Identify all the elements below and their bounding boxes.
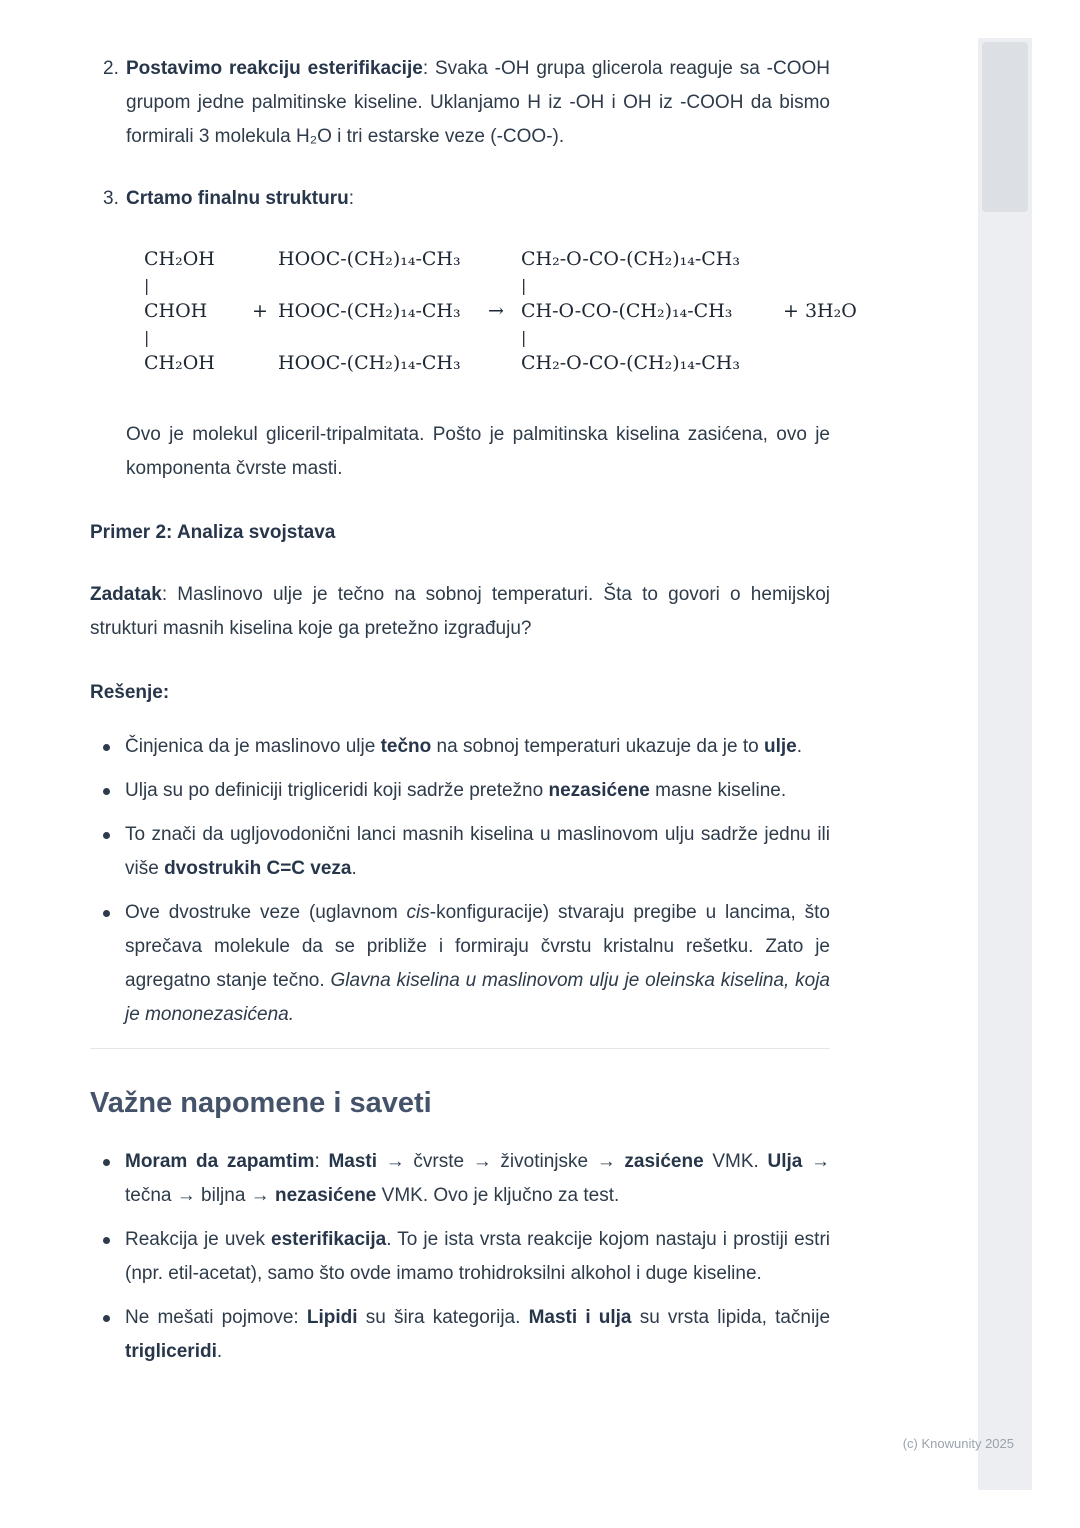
glycerol-middle: CHOH xyxy=(144,300,208,322)
step-number: 2. xyxy=(103,58,119,79)
step-title: Crtamo finalnu strukturu xyxy=(126,188,349,209)
glycerol-bottom: CH₂OH xyxy=(144,352,215,374)
notes-bullet-list xyxy=(90,1145,830,1369)
task-paragraph: Zadatak: Maslinovo ulje je tečno na sobnoj temperaturi. Šta to govori o hemijskoj strukturi masnih kiselina koje ga pretežno izgrađuju? xyxy=(90,584,830,639)
list-item: Ulja su po definiciji trigliceridi koji sadrže pretežno nezasićene masne kiseline. xyxy=(90,774,830,808)
numbered-step-3 xyxy=(90,182,830,216)
list-item: Ne mešati pojmove: Lipidi su šira kategorija. Masti i ulja su vrsta lipida, tačnije trigliceridi. xyxy=(90,1301,830,1369)
palmitic-acid-2: HOOC-(CH₂)₁₄-CH₃ xyxy=(278,300,461,322)
palmitic-acid-3: HOOC-(CH₂)₁₄-CH₃ xyxy=(278,352,461,374)
glycerol-bond: | xyxy=(144,275,150,295)
list-item: To znači da ugljovodonični lanci masnih kiselina u maslinovom ulju sadrže jednu ili više dvostrukih C=C veza. xyxy=(90,818,830,886)
example2-title: Primer 2: Analiza svojstava xyxy=(90,522,336,543)
list-item: Činjenica da je maslinovo ulje tečno na sobnoj temperaturi ukazuje da je to ulje. xyxy=(90,730,830,764)
glycerol-top: CH₂OH xyxy=(144,248,215,270)
step-number: 3. xyxy=(103,188,119,209)
reaction-arrow: → xyxy=(488,300,504,322)
step-text: Postavimo reakciju esterifikacije: Svaka -OH grupa glicerola reaguje sa -COOH grupom jedne palmitinske kiseline. Uklanjamo H iz -OH i OH iz -COOH da bismo formirali 3 molekula H₂O i tri estarske veze (-COO-). xyxy=(126,58,830,147)
solution-label: Rešenje: xyxy=(90,682,170,703)
solution-bullet-list xyxy=(90,730,830,1032)
copyright-notice: (c) Knowunity 2025 xyxy=(902,1436,1014,1451)
equation-row-3 xyxy=(142,348,830,378)
equation-row-1 xyxy=(142,244,830,274)
equation-bond-row-1 xyxy=(142,274,830,296)
palmitic-acid-1: HOOC-(CH₂)₁₄-CH₃ xyxy=(278,248,461,270)
section-divider xyxy=(90,1048,830,1049)
water-byproduct: + 3H₂O xyxy=(783,300,857,322)
scrollbar-thumb[interactable] xyxy=(982,42,1028,212)
step-title: Postavimo reakciju esterifikacije xyxy=(126,58,423,79)
task-label: Zadatak xyxy=(90,584,162,605)
equation-bond-row-2 xyxy=(142,326,830,348)
ester-top: CH₂-O-CO-(CH₂)₁₄-CH₃ xyxy=(521,248,740,270)
ester-bottom: CH₂-O-CO-(CH₂)₁₄-CH₃ xyxy=(521,352,740,374)
ester-bond: | xyxy=(521,275,527,295)
ester-middle: CH-O-CO-(CH₂)₁₄-CH₃ xyxy=(521,300,733,322)
plus-sign: + xyxy=(252,300,268,322)
list-item: Moram da zapamtim: Masti → čvrste → životinjske → zasićene VMK. Ulja → tečna → biljna → nezasićene VMK. Ovo je ključno za test. xyxy=(90,1145,830,1213)
scrollbar-track[interactable] xyxy=(978,38,1032,1490)
list-item: Ove dvostruke veze (uglavnom cis-konfiguracije) stvaraju pregibe u lancima, što sprečava molekule da se približe i formiraju čvrstu kristalnu rešetku. Zato je agregatno stanje tečno. Glavna kiselina u maslinovom ulju je oleinska kiselina, koja je mononezasićena. xyxy=(90,896,830,1032)
glycerol-bond: | xyxy=(144,327,150,347)
ester-bond: | xyxy=(521,327,527,347)
step-text: Crtamo finalnu strukturu: xyxy=(126,188,355,209)
notes-section-heading: Važne napomene i saveti xyxy=(90,1087,432,1119)
conclusion-paragraph: Ovo je molekul gliceril-tripalmitata. Pošto je palmitinska kiselina zasićena, ovo je komponenta čvrste masti. xyxy=(126,424,830,479)
equation-row-2 xyxy=(142,296,857,326)
numbered-step-2 xyxy=(90,52,830,154)
esterification-equation xyxy=(142,244,857,378)
list-item: Reakcija je uvek esterifikacija. To je ista vrsta reakcije kojom nastaju i prostiji estri (npr. etil-acetat), samo što ovde imamo trohidroksilni alkohol i duge kiseline. xyxy=(90,1223,830,1291)
